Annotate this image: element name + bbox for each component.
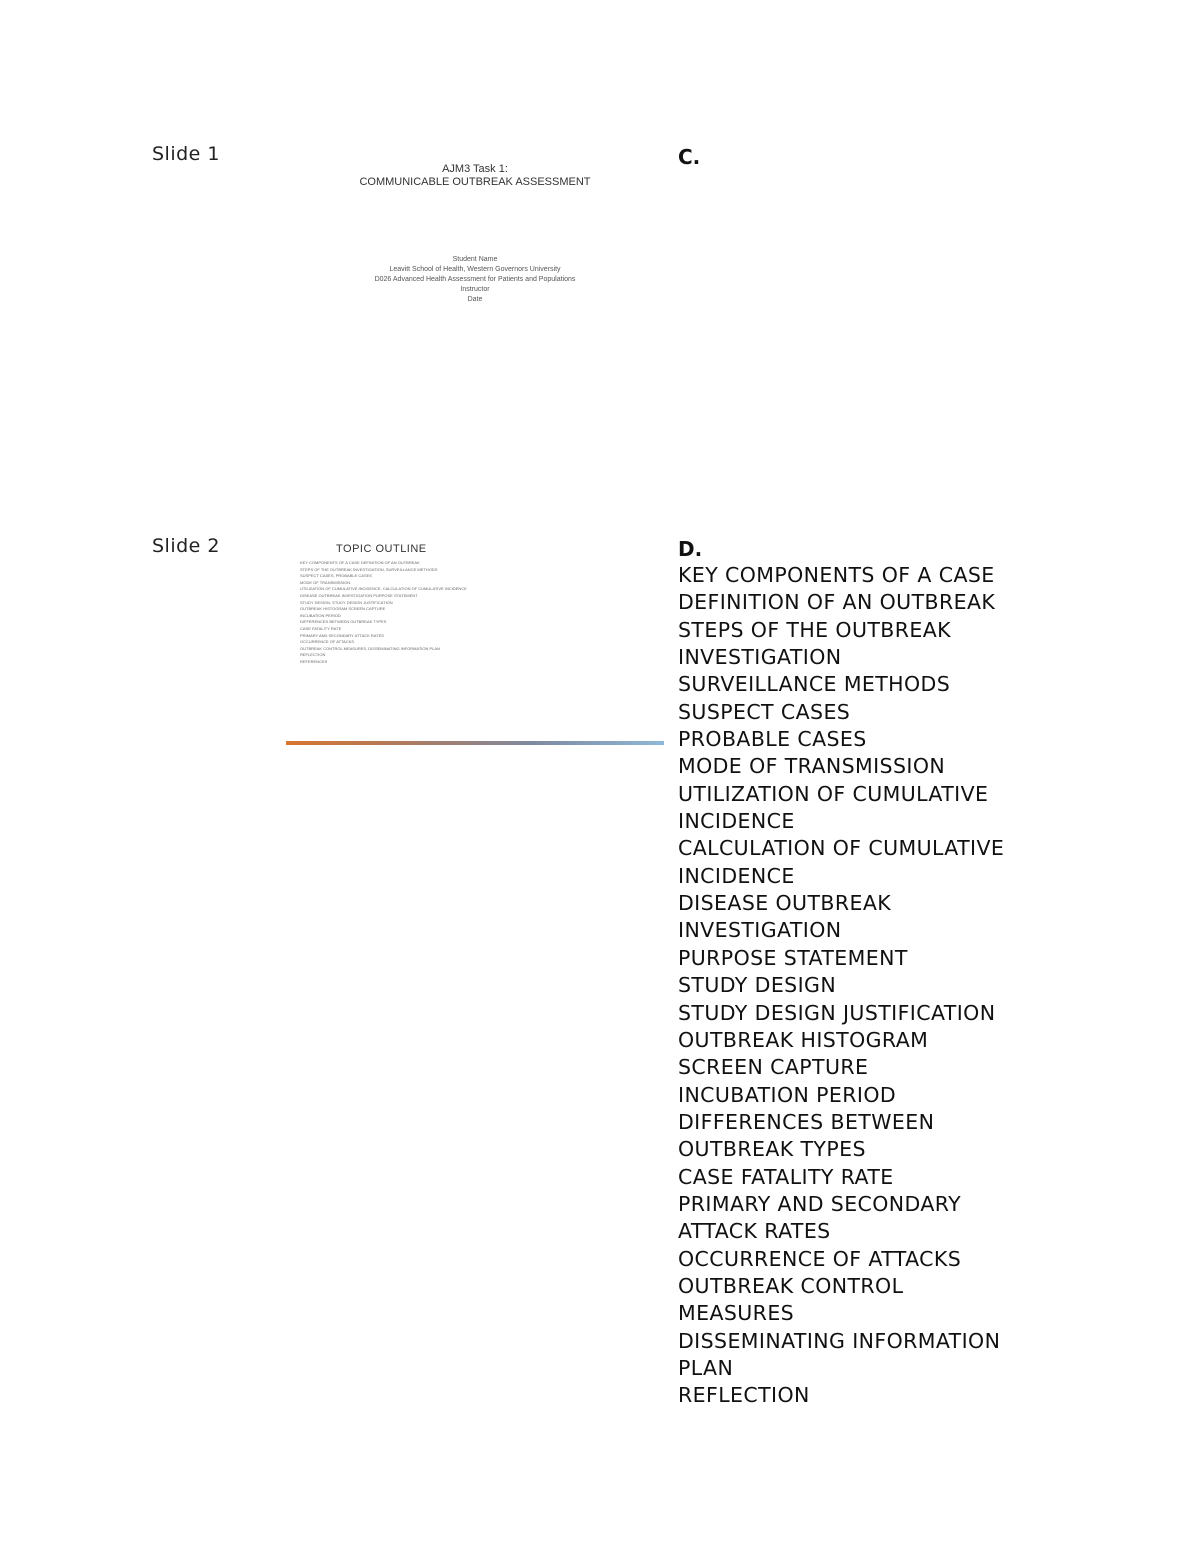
slide-2-bullet: UTILIZATION OF CUMULATIVE INCIDENCE, CALCULATION OF CUMULATIVE INCIDENCE (300, 586, 467, 592)
outline-line: DIFFERENCES BETWEEN (678, 1109, 935, 1134)
slide-1-title (286, 163, 664, 189)
outline-line: REFLECTION (678, 1383, 810, 1408)
slide-1-meta-line: Student Name (452, 256, 498, 263)
outline-line: UTILIZATION OF CUMULATIVE (678, 781, 989, 806)
outline-line: SUSPECT CASES (678, 699, 851, 724)
slide-2-bullet: CASE FATALITY RATE (300, 625, 342, 631)
slide-2-bullet: OUTBREAK HISTOGRAM SCREEN CAPTURE (300, 606, 386, 612)
slide-1-thumbnail (286, 158, 664, 348)
topic-outline-list (678, 562, 1078, 1410)
slide-2-bullet: OCCURRENCE OF ATTACKS (300, 639, 355, 645)
outline-line: DEFINITION OF AN OUTBREAK (678, 590, 996, 615)
outline-line: SCREEN CAPTURE (678, 1055, 869, 1080)
outline-line: INCUBATION PERIOD (678, 1082, 897, 1107)
section-letter-c: C. (678, 145, 701, 169)
slide-2-bullet: MODE OF TRANSMISSION (300, 579, 351, 585)
outline-line: INCIDENCE (678, 809, 795, 834)
slide-2-bullet: STUDY DESIGN, STUDY DESIGN JUSTIFICATION (300, 599, 393, 605)
slide-2-thumbnail (286, 540, 664, 750)
slide-2-bullet: DIFFERENCES BETWEEN OUTBREAK TYPES (300, 619, 387, 625)
slide-2-bullet: OUTBREAK CONTROL MEASURES, DISSEMINATING INFORMATION PLAN (300, 645, 440, 651)
slide-1-meta-line: Instructor (460, 286, 490, 293)
slide-2-bullet: PRIMARY AND SECONDARY ATTACK RATES (300, 632, 384, 638)
slide-2-bullet: SUSPECT CASES, PROBABLE CASES (300, 573, 372, 579)
slide-2-bullet: DISEASE OUTBREAK INVESTIGATION PURPOSE STATEMENT (300, 592, 418, 598)
slide-1-meta-line: Leavitt School of Health, Western Governors University (389, 266, 561, 273)
slide-2-gradient-rule (286, 741, 664, 745)
outline-line: STEPS OF THE OUTBREAK (678, 617, 952, 642)
outline-line: DISEASE OUTBREAK (678, 891, 892, 916)
section-letter-d: D. (678, 537, 703, 561)
outline-line: OCCURRENCE OF ATTACKS (678, 1246, 962, 1271)
outline-line: OUTBREAK TYPES (678, 1137, 866, 1162)
outline-line: CALCULATION OF CUMULATIVE (678, 836, 1005, 861)
outline-line: PLAN (678, 1355, 734, 1380)
outline-line: OUTBREAK HISTOGRAM (678, 1027, 929, 1052)
slide-1-title-line-2: COMMUNICABLE OUTBREAK ASSESSMENT (359, 176, 591, 188)
outline-line: ATTACK RATES (678, 1219, 831, 1244)
outline-line: INCIDENCE (678, 863, 795, 888)
outline-line: PURPOSE STATEMENT (678, 945, 908, 970)
outline-line: INVESTIGATION (678, 918, 842, 943)
slide-1-label: Slide 1 (152, 143, 220, 165)
outline-line: KEY COMPONENTS OF A CASE (678, 563, 995, 587)
outline-line: STUDY DESIGN JUSTIFICATION (678, 1000, 996, 1025)
outline-line: STUDY DESIGN (678, 973, 837, 998)
outline-line: CASE FATALITY RATE (678, 1164, 894, 1189)
slide-2-bullet: STEPS OF THE OUTBREAK INVESTIGATION, SURVEILLANCE METHODS (300, 566, 438, 572)
slide-2-label: Slide 2 (152, 535, 220, 557)
slide-2-bullet: INCUBATION PERIOD (300, 612, 341, 618)
slide-2-bullet: REFERENCES (300, 658, 328, 664)
slide-2-bullet: REFLECTION (300, 652, 326, 658)
slide-1-meta-line: Date (467, 296, 483, 303)
slide-1-meta (286, 255, 664, 305)
outline-line: PRIMARY AND SECONDARY (678, 1191, 962, 1216)
slide-1-meta-line: D026 Advanced Health Assessment for Patients and Populations (374, 276, 576, 283)
outline-line: DISSEMINATING INFORMATION (678, 1328, 1001, 1353)
outline-line: SURVEILLANCE METHODS (678, 672, 951, 697)
outline-line: OUTBREAK CONTROL (678, 1273, 904, 1298)
outline-line: INVESTIGATION (678, 645, 842, 670)
slide-2-bullet: KEY COMPONENTS OF A CASE DEFINITION OF AN OUTBREAK (300, 560, 420, 565)
outline-line: MEASURES (678, 1301, 795, 1326)
outline-line: PROBABLE CASES (678, 727, 867, 752)
outline-line: MODE OF TRANSMISSION (678, 754, 946, 779)
slide-2-bullet-list (292, 560, 550, 666)
slide-2-title: TOPIC OUTLINE (336, 543, 427, 555)
slide-1-title-line-1: AJM3 Task 1: (442, 163, 508, 175)
